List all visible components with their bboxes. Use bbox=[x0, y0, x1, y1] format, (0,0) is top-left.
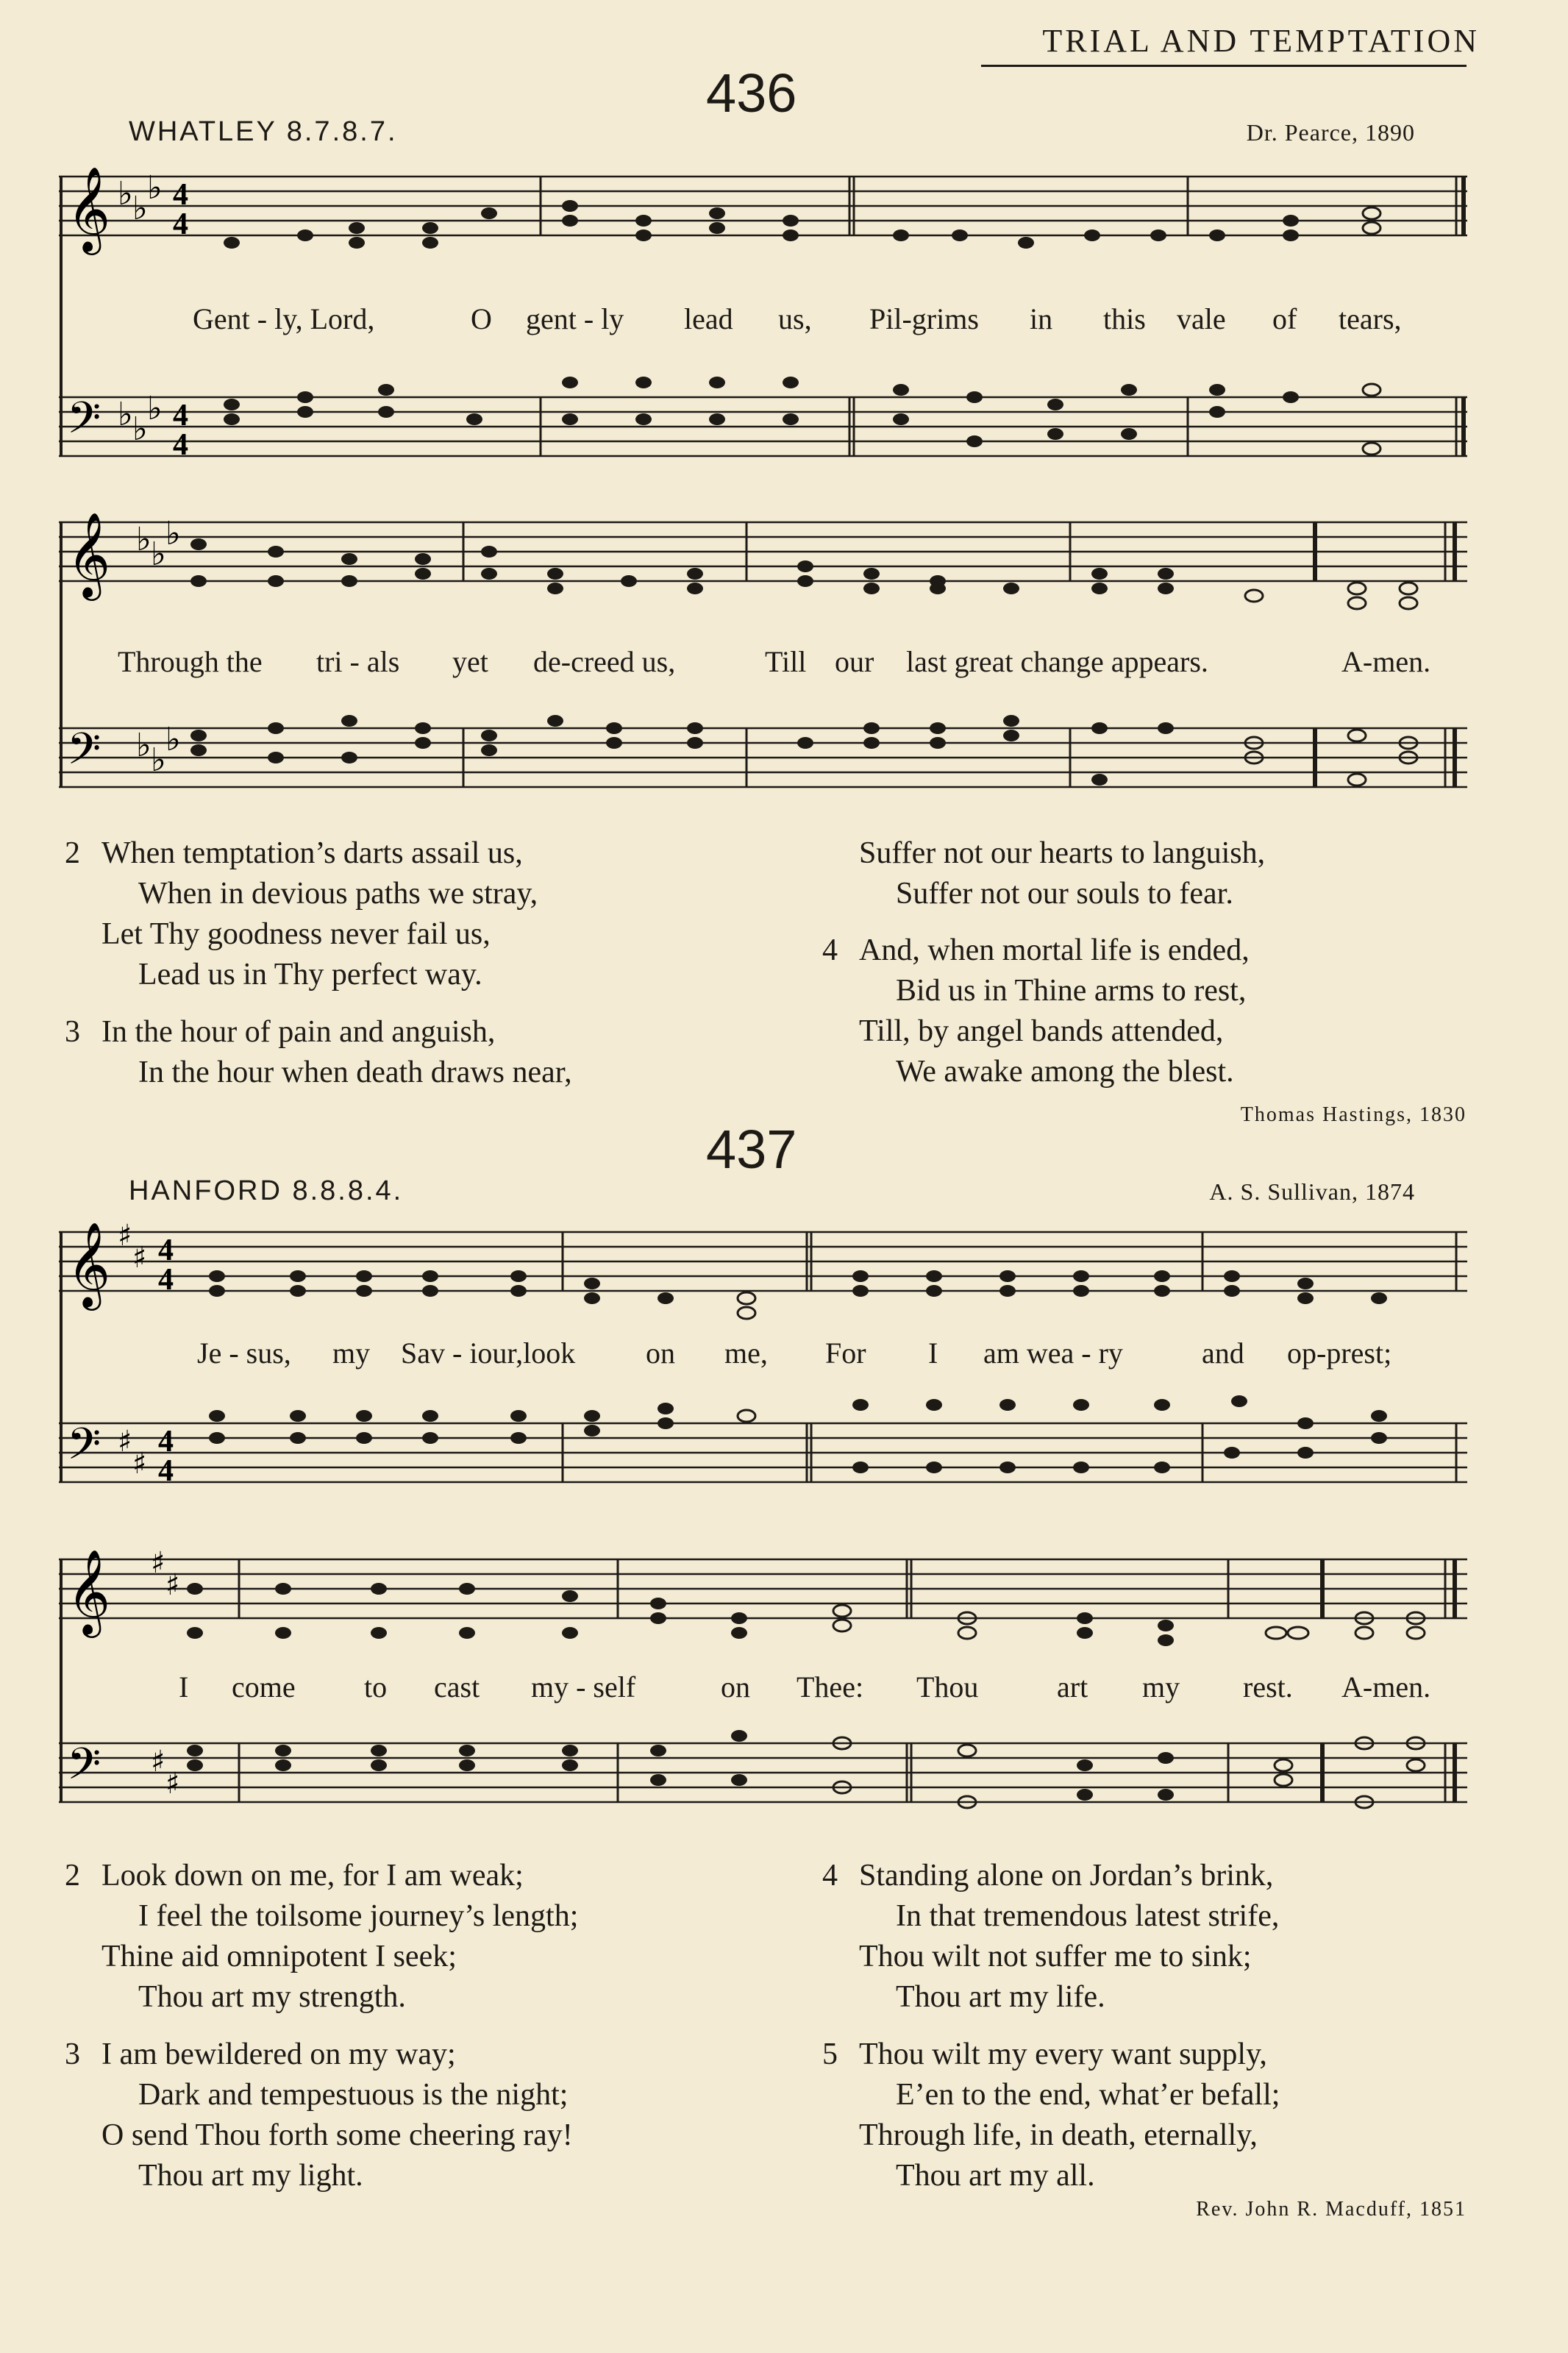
svg-text:♭: ♭ bbox=[136, 521, 152, 558]
music-system-437-1 bbox=[55, 1217, 1475, 1526]
treble-notes bbox=[187, 1583, 1425, 1646]
svg-text:4: 4 bbox=[173, 178, 188, 212]
svg-text:♯: ♯ bbox=[118, 1425, 132, 1459]
svg-text:♯: ♯ bbox=[132, 1241, 147, 1275]
stanza-437-4: 4 Standing alone on Jordan’s brink, In that tremendous latest strife, Thou wilt not suffer me to sink; Thou art my life. bbox=[822, 1859, 1280, 2014]
bass-staff bbox=[59, 397, 1467, 456]
stanza-436-2: 2 When temptation’s darts assail us, When in devious paths we stray, Let Thy goodness never fail us, Lead us in Thy perfect way. bbox=[65, 836, 538, 992]
svg-text:4: 4 bbox=[173, 399, 188, 432]
svg-text:4: 4 bbox=[173, 428, 188, 462]
svg-text:♭: ♭ bbox=[147, 390, 163, 427]
treble-notes bbox=[190, 538, 1417, 609]
author-437: Rev. John R. Macduff, 1851 bbox=[1196, 2198, 1467, 2221]
bass-clef-icon: 𝄢 bbox=[67, 392, 101, 454]
author-436: Thomas Hastings, 1830 bbox=[1240, 1103, 1467, 1126]
treble-clef-icon: 𝄞 bbox=[67, 165, 111, 252]
svg-text:4: 4 bbox=[158, 1234, 174, 1267]
music-system-437-2 bbox=[55, 1545, 1475, 1868]
svg-text:♯: ♯ bbox=[151, 1745, 165, 1779]
stanza-437-3: 3 I am bewildered on my way; Dark and tempestuous is the night; O send Thou forth some cheering ray! Thou art my light. bbox=[65, 2037, 573, 2193]
svg-text:♯: ♯ bbox=[165, 1568, 180, 1602]
bass-notes bbox=[209, 1395, 1387, 1473]
section-title: TRIAL AND TEMPTATION bbox=[1042, 23, 1480, 59]
svg-text:4: 4 bbox=[158, 1454, 174, 1488]
hymn-number-437: 437 bbox=[706, 1119, 797, 1180]
bass-clef-icon: 𝄢 bbox=[67, 1418, 101, 1480]
composer-437: A. S. Sullivan, 1874 bbox=[1209, 1178, 1415, 1205]
svg-text:♯: ♯ bbox=[132, 1447, 147, 1481]
svg-text:♭: ♭ bbox=[132, 410, 148, 448]
section-rule bbox=[981, 65, 1467, 67]
treble-notes bbox=[209, 1270, 1387, 1319]
key-signature-sharps bbox=[118, 1219, 146, 1481]
svg-text:4: 4 bbox=[158, 1263, 174, 1297]
key-signature-sharps bbox=[151, 1546, 179, 1801]
tune-name-436: WHATLEY 8.7.8.7. bbox=[129, 116, 398, 147]
svg-text:♭: ♭ bbox=[118, 396, 133, 433]
bass-notes bbox=[224, 377, 1380, 455]
svg-text:♭: ♭ bbox=[147, 169, 163, 207]
key-signature-flats bbox=[118, 169, 163, 448]
treble-clef-icon: 𝄞 bbox=[67, 1221, 111, 1307]
svg-text:♭: ♭ bbox=[151, 741, 166, 779]
stanza-436-3: 3 In the hour of pain and anguish, In the hour when death draws near, bbox=[65, 1015, 572, 1089]
bass-clef-icon: 𝄢 bbox=[67, 723, 101, 785]
svg-text:♭: ♭ bbox=[151, 535, 166, 573]
svg-text:♯: ♯ bbox=[151, 1546, 165, 1580]
svg-text:4: 4 bbox=[158, 1425, 174, 1459]
stanza-437-2: 2 Look down on me, for I am weak; I feel the toilsome journey’s length; Thine aid omnipotent I seek; Thou art my strength. bbox=[65, 1859, 579, 2014]
bass-clef-icon: 𝄢 bbox=[67, 1738, 101, 1800]
treble-clef-icon: 𝄞 bbox=[67, 511, 111, 597]
bass-notes bbox=[190, 715, 1417, 786]
bass-notes bbox=[187, 1730, 1425, 1808]
treble-staff bbox=[59, 177, 1467, 235]
svg-text:4: 4 bbox=[173, 207, 188, 241]
treble-clef-icon: 𝄞 bbox=[67, 1548, 111, 1634]
svg-text:♭: ♭ bbox=[165, 515, 181, 552]
svg-text:♭: ♭ bbox=[136, 727, 152, 764]
stanza-436-4: 4 And, when mortal life is ended, Bid us in Thine arms to rest, Till, by angel bands attended, We awake among the blest. bbox=[822, 933, 1250, 1089]
svg-text:♯: ♯ bbox=[118, 1219, 132, 1253]
stanza-436-3-cont: Suffer not our hearts to languish, Suffer not our souls to fear. bbox=[859, 836, 1266, 911]
svg-text:♭: ♭ bbox=[165, 721, 181, 758]
time-signature bbox=[158, 1234, 174, 1488]
composer-436: Dr. Pearce, 1890 bbox=[1246, 119, 1415, 146]
treble-notes bbox=[224, 200, 1380, 249]
stanza-437-5: 5 Thou wilt my every want supply, E’en to the end, what’er befall; Through life, in death, eternally, Thou art my all. bbox=[822, 2037, 1280, 2193]
hymn-number-436: 436 bbox=[706, 63, 797, 124]
time-signature bbox=[173, 178, 188, 462]
svg-text:♭: ♭ bbox=[132, 190, 148, 227]
tune-name-437: HANFORD 8.8.8.4. bbox=[129, 1175, 404, 1206]
svg-text:♭: ♭ bbox=[118, 175, 133, 213]
svg-text:♯: ♯ bbox=[165, 1767, 180, 1801]
